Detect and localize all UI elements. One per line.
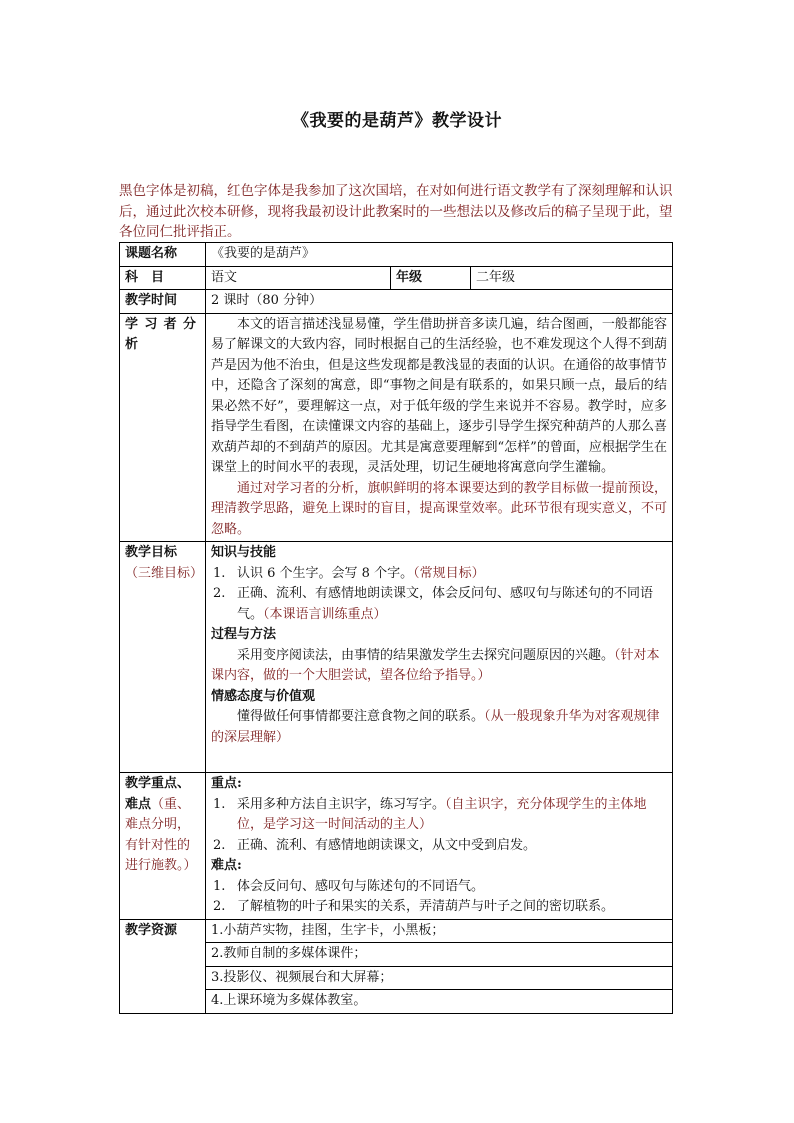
goals-content — [206, 542, 673, 773]
item-text: 采用多种方法自主识字，练习写字。 — [237, 796, 446, 812]
keypoints-content — [206, 773, 673, 920]
resource-item: 2.教师自制的多媒体课件； — [206, 943, 672, 967]
goals-heading-process: 过程与方法 — [211, 627, 277, 642]
keypoints-label-note: （重、难点分明，有针对性的进行施教。） — [125, 796, 197, 873]
row-subject — [120, 266, 673, 290]
grade-value: 二年级 — [471, 266, 673, 290]
item-text: 正确、流利、有感情地朗读课文，体会反问句、感叹句与陈述句的不同语气。 — [237, 586, 654, 622]
item-number: 1. — [213, 878, 226, 894]
row-resources — [120, 919, 673, 1013]
item-text: 体会反问句、感叹句与陈述句的不同语气。 — [237, 878, 485, 894]
item-note: （自主识字，充分体现学生的主体地位，是学习这一时间活动的主人） — [237, 796, 647, 832]
analysis-content — [206, 313, 673, 542]
goals-item — [211, 564, 667, 585]
process-note: （针对本课内容，做的一个大胆尝试，望各位给予指导。） — [211, 647, 660, 683]
resources-content — [206, 919, 673, 1013]
topic-value: 《我要的是葫芦》 — [206, 243, 673, 267]
goals-label-cell — [120, 542, 206, 773]
row-keypoints — [120, 773, 673, 920]
resource-item: 3.投影仪、视频展台和大屏幕； — [206, 967, 672, 991]
item-number: 2. — [213, 899, 226, 914]
subject-label: 科 目 — [120, 266, 206, 290]
page-title: 《我要的是葫芦》教学设计 — [292, 111, 502, 131]
keypoints-heading-key: 重点: — [211, 776, 242, 791]
keypoints-heading-difficult: 难点: — [211, 858, 242, 873]
row-time — [120, 290, 673, 314]
resource-item: 4.上课环境为多媒体教室。 — [211, 993, 367, 1008]
values-note: （从一般现象升华为对客观规律的深层理解） — [211, 709, 660, 745]
keypoints-item — [211, 836, 667, 857]
values-text: 懂得做任何事情都要注意食物之间的联系。 — [237, 709, 485, 724]
item-text: 了解植物的叶子和果实的关系，弄清葫芦与叶子之间的密切联系。 — [237, 899, 615, 914]
resource-item: 1.小葫芦实物，挂图，生字卡，小黑板； — [206, 920, 672, 944]
goals-item — [211, 584, 667, 625]
process-text: 采用变序阅读法，由事情的结果激发学生去探究问题原因的兴趣。 — [237, 647, 615, 663]
item-text: 认识 6 个生字。会写 8 个字。 — [237, 565, 414, 581]
goals-heading-knowledge: 知识与技能 — [211, 545, 277, 560]
item-note: （本课语言训练重点） — [263, 606, 387, 622]
keypoints-item — [211, 897, 667, 918]
goals-label-note: （三维目标） — [125, 565, 204, 581]
keypoints-item — [211, 877, 667, 898]
lesson-plan-table — [119, 242, 673, 1014]
item-number: 2. — [213, 586, 226, 601]
keypoints-label-cell — [120, 773, 206, 920]
analysis-label: 学习者分析 — [120, 313, 206, 542]
time-label: 教学时间 — [120, 290, 206, 314]
analysis-paragraph: 本文的语言描述浅显易懂，学生借助拼音多读几遍，结合图画，一般都能容易了解课文的大致内容，同时根据自己的生活经验，也不难发现这个人得不到葫芦是因为他不治虫，但是这些发现都是教浅显的表面的认识。在通俗的故事情节中，还隐含了深刻的寓意，即“事物之间是有联系的，如果只顾一点，最后的结果必然不好”，要理解这一点，对于低年级的学生来说并不容易。教学时，应多指导学生看图，在读懂课文内容的基础上，逐步引导学生探究种葫芦的人那么喜欢葫芦却的不到葫芦的原因。尤其是寓意要理解到“怎样”的曾面，应根据学生在课堂上的时间水平的表现，灵活处理，切记生硬地将寓意向学生灌输。 — [211, 316, 668, 475]
item-number: 2. — [213, 837, 226, 853]
grade-label: 年级 — [391, 266, 471, 290]
intro-note: 黑色字体是初稿，红色字体是我参加了这次国培，在对如何进行语文教学有了深刻理解和认识后，通过此次校本研修，现将我最初设计此教案时的一些想法以及修改后的稿子呈现于此，望各位同仁批评指正。 — [119, 183, 673, 240]
topic-label: 课题名称 — [120, 243, 206, 267]
item-note: （常规目标） — [413, 565, 485, 581]
resources-label: 教学资源 — [120, 919, 206, 1013]
goals-label: 教学目标 — [125, 545, 178, 560]
row-topic — [120, 243, 673, 267]
goals-heading-values: 情感态度与价值观 — [211, 688, 316, 704]
time-value: 2 课时（80 分钟） — [206, 290, 673, 314]
keypoints-label: 教学重点、难点 — [125, 776, 191, 812]
row-goals — [120, 542, 673, 773]
row-analysis — [120, 313, 673, 542]
item-number: 1. — [213, 565, 226, 581]
item-text: 正确、流利、有感情地朗读课文，从文中受到启发。 — [237, 837, 537, 853]
subject-value: 语文 — [206, 266, 391, 290]
keypoints-item — [211, 795, 667, 836]
item-number: 1. — [213, 796, 226, 812]
analysis-note: 通过对学习者的分析，旗帜鲜明的将本课要达到的教学目标做一提前预设，理清教学思路，避免上课时的盲目，提高课堂效率。此环节很有现实意义，不可忽略。 — [211, 480, 668, 537]
